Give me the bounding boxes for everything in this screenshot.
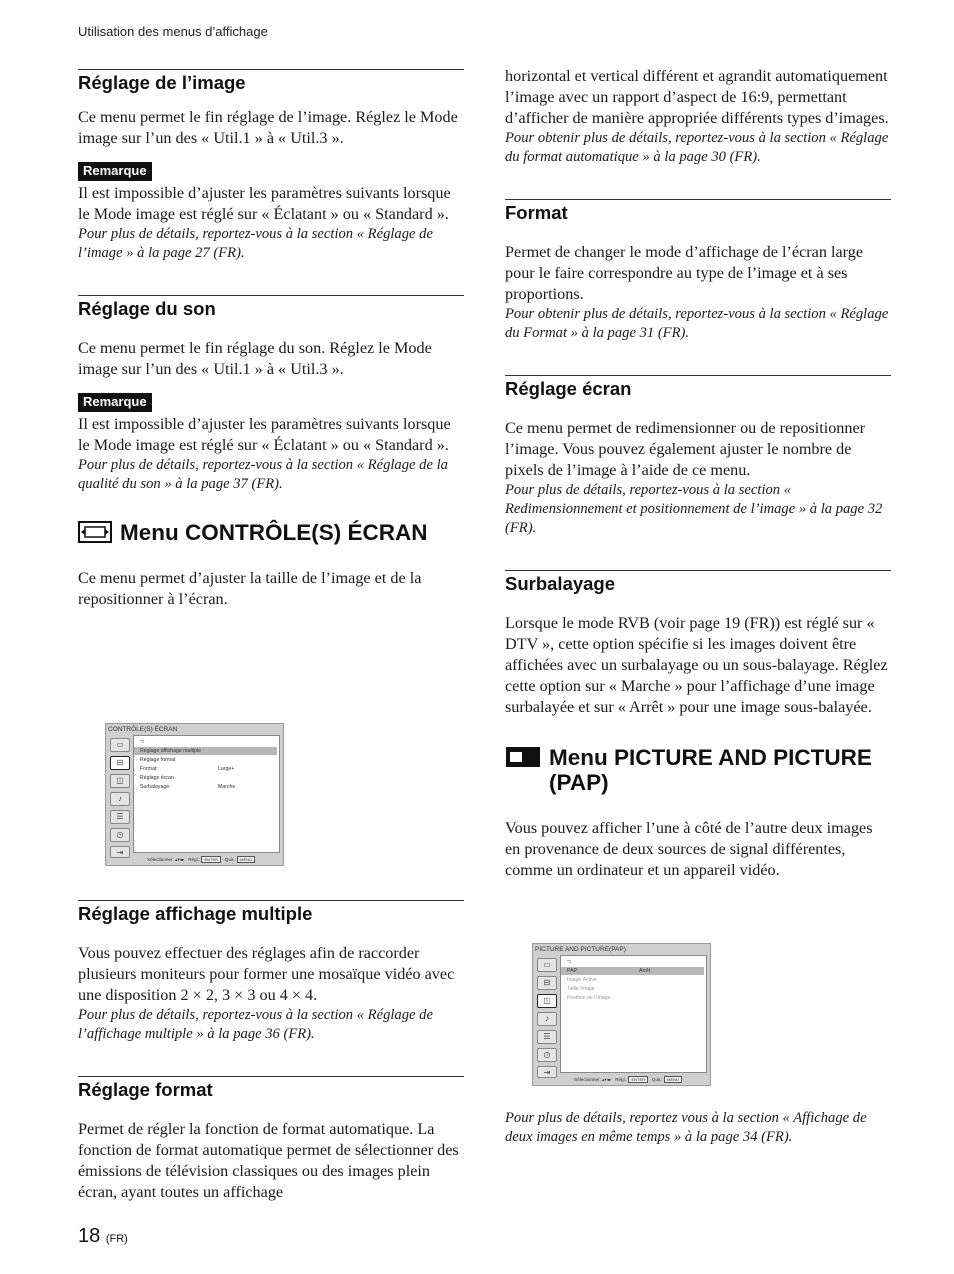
reference-text: Pour plus de détails, reportez-vous à la section « Redimensionnement et positionnement de l’image » à la page 32 (FR). bbox=[505, 482, 883, 536]
picture-icon: ▭ bbox=[537, 958, 557, 972]
osd-row-value: Arrêt bbox=[639, 968, 651, 974]
osd-title: CONTRÔLE(S) ÉCRAN bbox=[108, 726, 178, 733]
section-body: Permet de changer le mode d’affichage de l’écran large pour le faire correspondre au type de l’image et à ses proportions. bbox=[505, 243, 864, 303]
arrow-keys-icon: ▴▾◂▸ bbox=[602, 1077, 612, 1082]
osd-footer bbox=[574, 1076, 682, 1083]
settings-icon: ☰ bbox=[537, 1030, 557, 1044]
osd-row-label: Image Active bbox=[567, 977, 597, 983]
picture-icon: ▭ bbox=[110, 738, 130, 752]
section-body: Ce menu permet d’ajuster la taille de l’image et de la repositionner à l’écran. bbox=[78, 569, 422, 608]
osd-return-icon: ⮌ bbox=[140, 739, 145, 745]
section-heading-multiple: Réglage affichage multiple bbox=[78, 903, 313, 924]
pap-icon: ◫ bbox=[537, 994, 557, 1008]
osd-footer bbox=[147, 856, 255, 863]
settings-icon: ☰ bbox=[110, 810, 130, 824]
section-heading-format: Format bbox=[505, 202, 568, 223]
right-column bbox=[505, 66, 891, 881]
screen-control-icon bbox=[78, 521, 112, 543]
pap-icon: ◫ bbox=[110, 774, 130, 788]
enter-key: ENTER bbox=[201, 856, 221, 863]
menu-key: MENU bbox=[237, 856, 255, 863]
osd-footer-select: Sélectionner: bbox=[574, 1077, 601, 1082]
section-body: Vous pouvez afficher l’une à côté de l’autre deux images en provenance de deux sources de signal différentes, comme un ordinateur et un appareil vidéo. bbox=[505, 819, 873, 879]
reference-text: Pour plus de détails, reportez-vous à la section « Réglage de la qualité du son » à la page 37 (FR). bbox=[78, 457, 448, 492]
osd-row-value: Marche bbox=[218, 784, 236, 790]
note-block bbox=[78, 393, 464, 412]
section-body: horizontal et vertical différent et agrandit automatiquement l’image avec un rapport d’aspect de 16:9, permettant d’afficher de manière appropriée différents types d’images. bbox=[505, 67, 889, 127]
osd-screenshot-controle bbox=[105, 723, 284, 866]
osd-screenshot-pap bbox=[532, 943, 711, 1086]
section-heading-surbalayage: Surbalayage bbox=[505, 573, 616, 594]
reference-text: Pour plus de détails, reportez vous à la section « Affichage de deux images en même temps » à la page 34 (FR). bbox=[505, 1110, 867, 1145]
section-rule bbox=[78, 69, 464, 70]
left-column bbox=[78, 69, 464, 610]
section-body: Ce menu permet de redimensionner ou de repositionner l’image. Vous pouvez également ajuster le nombre de pixels de l’image à l’aide de ce menu. bbox=[505, 419, 866, 479]
osd-row bbox=[140, 774, 277, 782]
osd-row bbox=[567, 976, 704, 984]
osd-row-value: Large+ bbox=[218, 766, 235, 772]
osd-row bbox=[567, 985, 704, 993]
osd-row-label: Réglage affichage multiple bbox=[140, 748, 202, 754]
osd-title: PICTURE AND PICTURE(PAP) bbox=[535, 946, 626, 953]
note-text: Il est impossible d’ajuster les paramètres suivants lorsque le Mode image est réglé sur « Éclatant » ou « Standard ». bbox=[78, 415, 451, 454]
reference-text: Pour plus de détails, reportez-vous à la section « Réglage de l’image » à la page 27 (FR). bbox=[78, 226, 433, 261]
note-label: Remarque bbox=[78, 393, 152, 412]
input-icon: ⇥ bbox=[110, 846, 130, 858]
section-rule bbox=[78, 900, 464, 901]
reference-text: Pour obtenir plus de détails, reportez-vous à la section « Réglage du format automatique » à la page 30 (FR). bbox=[505, 130, 889, 165]
screen-control-icon: ⊟ bbox=[537, 976, 557, 990]
osd-row-label: Réglage format bbox=[140, 757, 176, 763]
screen-control-icon: ⊟ bbox=[110, 756, 130, 770]
section-heading-ecran: Réglage écran bbox=[505, 378, 632, 399]
running-head: Utilisation des menus d’affichage bbox=[78, 24, 268, 39]
section-body: Permet de régler la fonction de format automatique. La fonction de format automatique permet de sélectionner des émissions de télévision classiques ou des images plein écran, ayant toutes un affichage bbox=[78, 1120, 459, 1201]
section-body: Ce menu permet le fin réglage du son. Réglez le Mode image sur l’un des « Util.1 » à « Util.3 ». bbox=[78, 339, 432, 378]
osd-row bbox=[140, 756, 277, 764]
reference-text: Pour obtenir plus de détails, reportez-vous à la section « Réglage du Format » à la page 31 (FR). bbox=[505, 306, 889, 341]
osd-footer-select: Sélectionner: bbox=[147, 857, 174, 862]
clock-icon: ◷ bbox=[110, 828, 130, 842]
section-body: Vous pouvez effectuer des réglages afin de raccorder plusieurs moniteurs pour former une mosaïque vidéo avec une disposition 2 × 2, 3 × 3 ou 4 × 4. bbox=[78, 944, 455, 1004]
note-label: Remarque bbox=[78, 162, 152, 181]
osd-row-label: Format: bbox=[140, 766, 158, 772]
note-block bbox=[78, 162, 464, 181]
section-rule bbox=[505, 199, 891, 200]
osd-footer-regl: Régl.: bbox=[188, 857, 201, 862]
osd-row bbox=[140, 765, 277, 773]
menu-heading-controle bbox=[78, 520, 464, 545]
page-number bbox=[78, 1225, 128, 1248]
menu-heading-text: Menu CONTRÔLE(S) ÉCRAN bbox=[120, 520, 428, 545]
osd-footer-quit: Quit.: bbox=[224, 857, 236, 862]
menu-heading-text: Menu PICTURE AND PICTURE (PAP) bbox=[549, 745, 872, 795]
clock-icon: ◷ bbox=[537, 1048, 557, 1062]
osd-panel bbox=[560, 955, 707, 1073]
left-column-lower bbox=[78, 900, 464, 1203]
section-heading-son: Réglage du son bbox=[78, 298, 216, 319]
menu-heading-pap bbox=[505, 745, 891, 795]
reference-text: Pour plus de détails, reportez-vous à la section « Réglage de l’affichage multiple » à la page 36 (FR). bbox=[78, 1007, 433, 1042]
section-body: Lorsque le mode RVB (voir page 19 (FR)) est réglé sur « DTV », cette option spécifie si les images doivent être affichées avec un surbalayage ou un sous-balayage. Réglez cette option sur « Marche » pour l’affichage d’une image surbalayée et sur « Arrêt » pour une image sous-balayée. bbox=[505, 614, 888, 716]
osd-row-label: PAP: bbox=[567, 968, 579, 974]
input-icon: ⇥ bbox=[537, 1066, 557, 1078]
section-heading-format: Réglage format bbox=[78, 1079, 213, 1100]
section-rule bbox=[78, 295, 464, 296]
osd-row bbox=[134, 747, 277, 755]
osd-return-icon: ⮌ bbox=[567, 959, 572, 965]
sound-icon: ♪ bbox=[110, 792, 130, 806]
section-rule bbox=[505, 375, 891, 376]
osd-panel bbox=[133, 735, 280, 853]
osd-row-label: Taille Image bbox=[567, 986, 595, 992]
osd-row bbox=[567, 994, 704, 1002]
section-heading-image: Réglage de l’image bbox=[78, 72, 246, 93]
osd-row bbox=[561, 967, 704, 975]
arrow-keys-icon: ▴▾◂▸ bbox=[175, 857, 185, 862]
sound-icon: ♪ bbox=[537, 1012, 557, 1026]
osd-row bbox=[140, 783, 277, 791]
page-number-value: 18 bbox=[78, 1225, 101, 1247]
osd-row-label: Réglage écran bbox=[140, 775, 174, 781]
section-body: Ce menu permet le fin réglage de l’image. Réglez le Mode image sur l’un des « Util.1 » à « Util.3 ». bbox=[78, 108, 458, 147]
note-text: Il est impossible d’ajuster les paramètres suivants lorsque le Mode image est réglé sur « Éclatant » ou « Standard ». bbox=[78, 184, 451, 223]
pap-icon bbox=[505, 746, 541, 768]
section-rule bbox=[505, 570, 891, 571]
menu-key: MENU bbox=[664, 1076, 682, 1083]
osd-row-label: Surbalayage: bbox=[140, 784, 171, 790]
enter-key: ENTER bbox=[628, 1076, 648, 1083]
section-rule bbox=[78, 1076, 464, 1077]
page-number-suffix: (FR) bbox=[105, 1233, 128, 1245]
osd-footer-quit: Quit.: bbox=[651, 1077, 663, 1082]
osd-row-label: Position de l’image bbox=[567, 995, 611, 1001]
osd-footer-regl: Régl.: bbox=[615, 1077, 628, 1082]
